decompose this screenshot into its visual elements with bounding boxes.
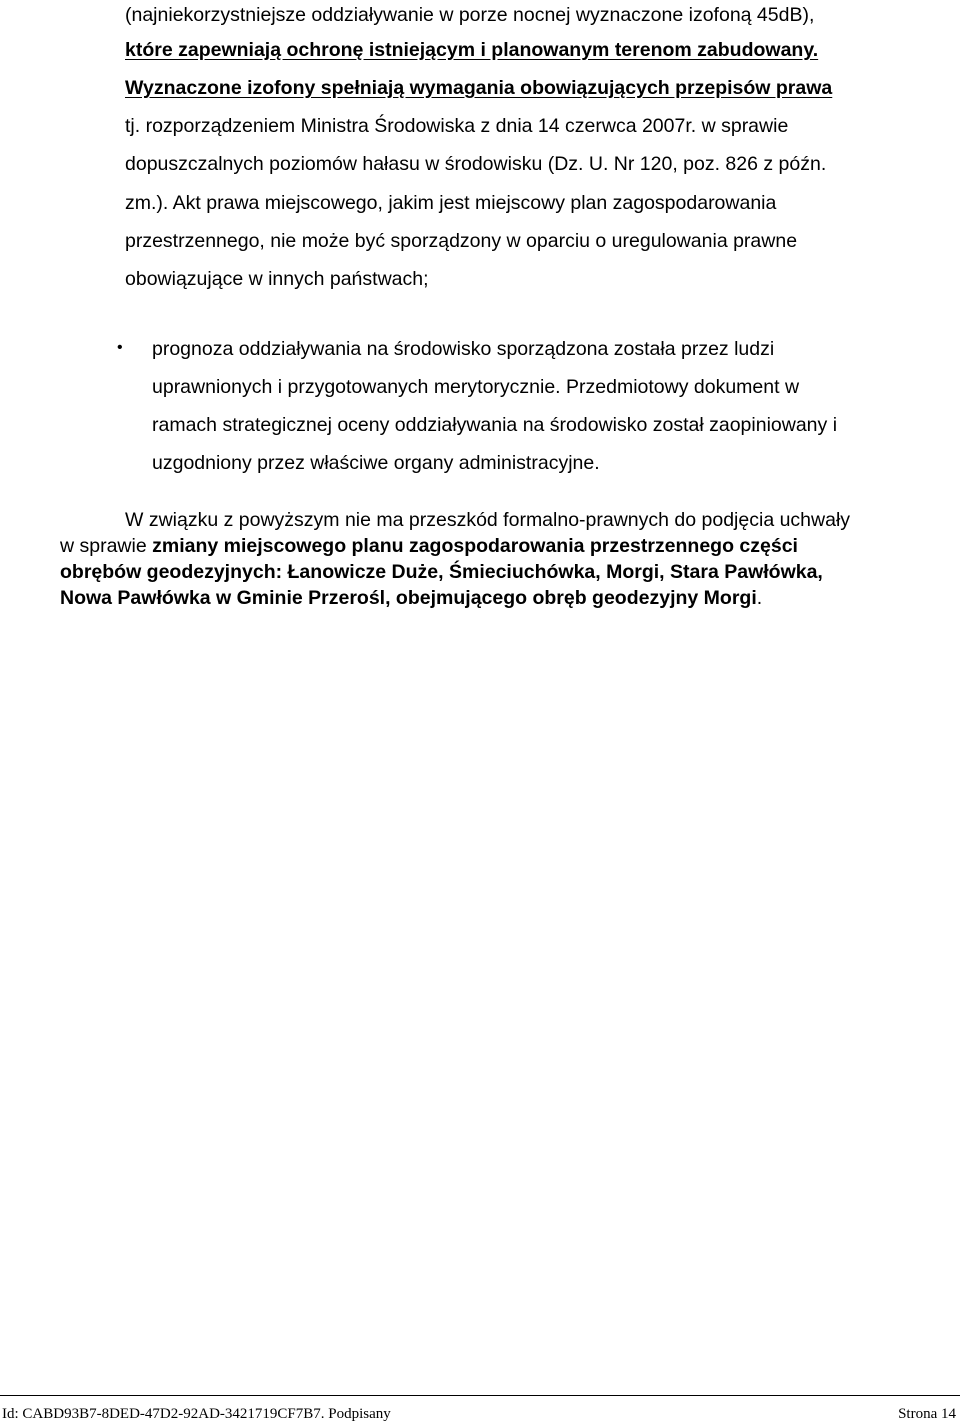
paragraph-line: zm.). Akt prawa miejscowego, jakim jest miejscowy plan zagospodarowania	[125, 192, 777, 214]
bullet-line: uprawnionych i przygotowanych merytorycznie. Przedmiotowy dokument w	[152, 376, 800, 398]
footer-divider	[0, 1395, 960, 1396]
bullet-marker: •	[117, 339, 123, 356]
paragraph-line: obowiązujące w innych państwach;	[125, 268, 429, 290]
conclusion-line	[60, 534, 798, 558]
conclusion-bold-line: obrębów geodezyjnych: Łanowicze Duże, Śmieciuchówka, Morgi, Stara Pawłówka,	[60, 561, 823, 583]
bullet-line: uzgodniony przez właściwe organy administracyjne.	[152, 452, 600, 474]
paragraph-line: przestrzennego, nie może być sporządzony w oparciu o uregulowania prawne	[125, 230, 798, 252]
conclusion-line	[60, 586, 762, 610]
conclusion-bold-text: zmiany miejscowego planu zagospodarowania przestrzennego części	[152, 535, 798, 557]
bullet-line: ramach strategicznej oceny oddziaływania na środowisko został zaopiniowany i	[152, 414, 838, 436]
conclusion-bold-text: Nowa Pawłówka w Gminie Przerośl, obejmującego obręb geodezyjny Morgi	[60, 587, 757, 609]
paragraph-line: tj. rozporządzeniem Ministra Środowiska z dnia 14 czerwca 2007r. w sprawie	[125, 115, 789, 137]
conclusion-plain-text: w sprawie	[60, 535, 153, 557]
paragraph-line-underlined: Wyznaczone izofony spełniają wymagania obowiązujących przepisów prawa	[125, 77, 833, 99]
paragraph-line: dopuszczalnych poziomów hałasu w środowisku (Dz. U. Nr 120, poz. 826 z późn.	[125, 153, 827, 175]
conclusion-period: .	[756, 587, 763, 609]
paragraph-line-underlined: które zapewniają ochronę istniejącym i planowanym terenom zabudowany.	[125, 39, 819, 61]
conclusion-line: W związku z powyższym nie ma przeszkód formalno-prawnych do podjęcia uchwały	[125, 509, 851, 531]
footer-document-id: Id: CABD93B7-8DED-47D2-92AD-3421719CF7B7. Podpisany	[2, 1406, 391, 1422]
bullet-line: prognoza oddziaływania na środowisko sporządzona została przez ludzi	[152, 338, 775, 360]
footer-page-number: Strona 14	[898, 1406, 956, 1422]
paragraph-line: (najniekorzystniejsze oddziaływanie w porze nocnej wyznaczone izofoną 45dB),	[125, 4, 815, 26]
